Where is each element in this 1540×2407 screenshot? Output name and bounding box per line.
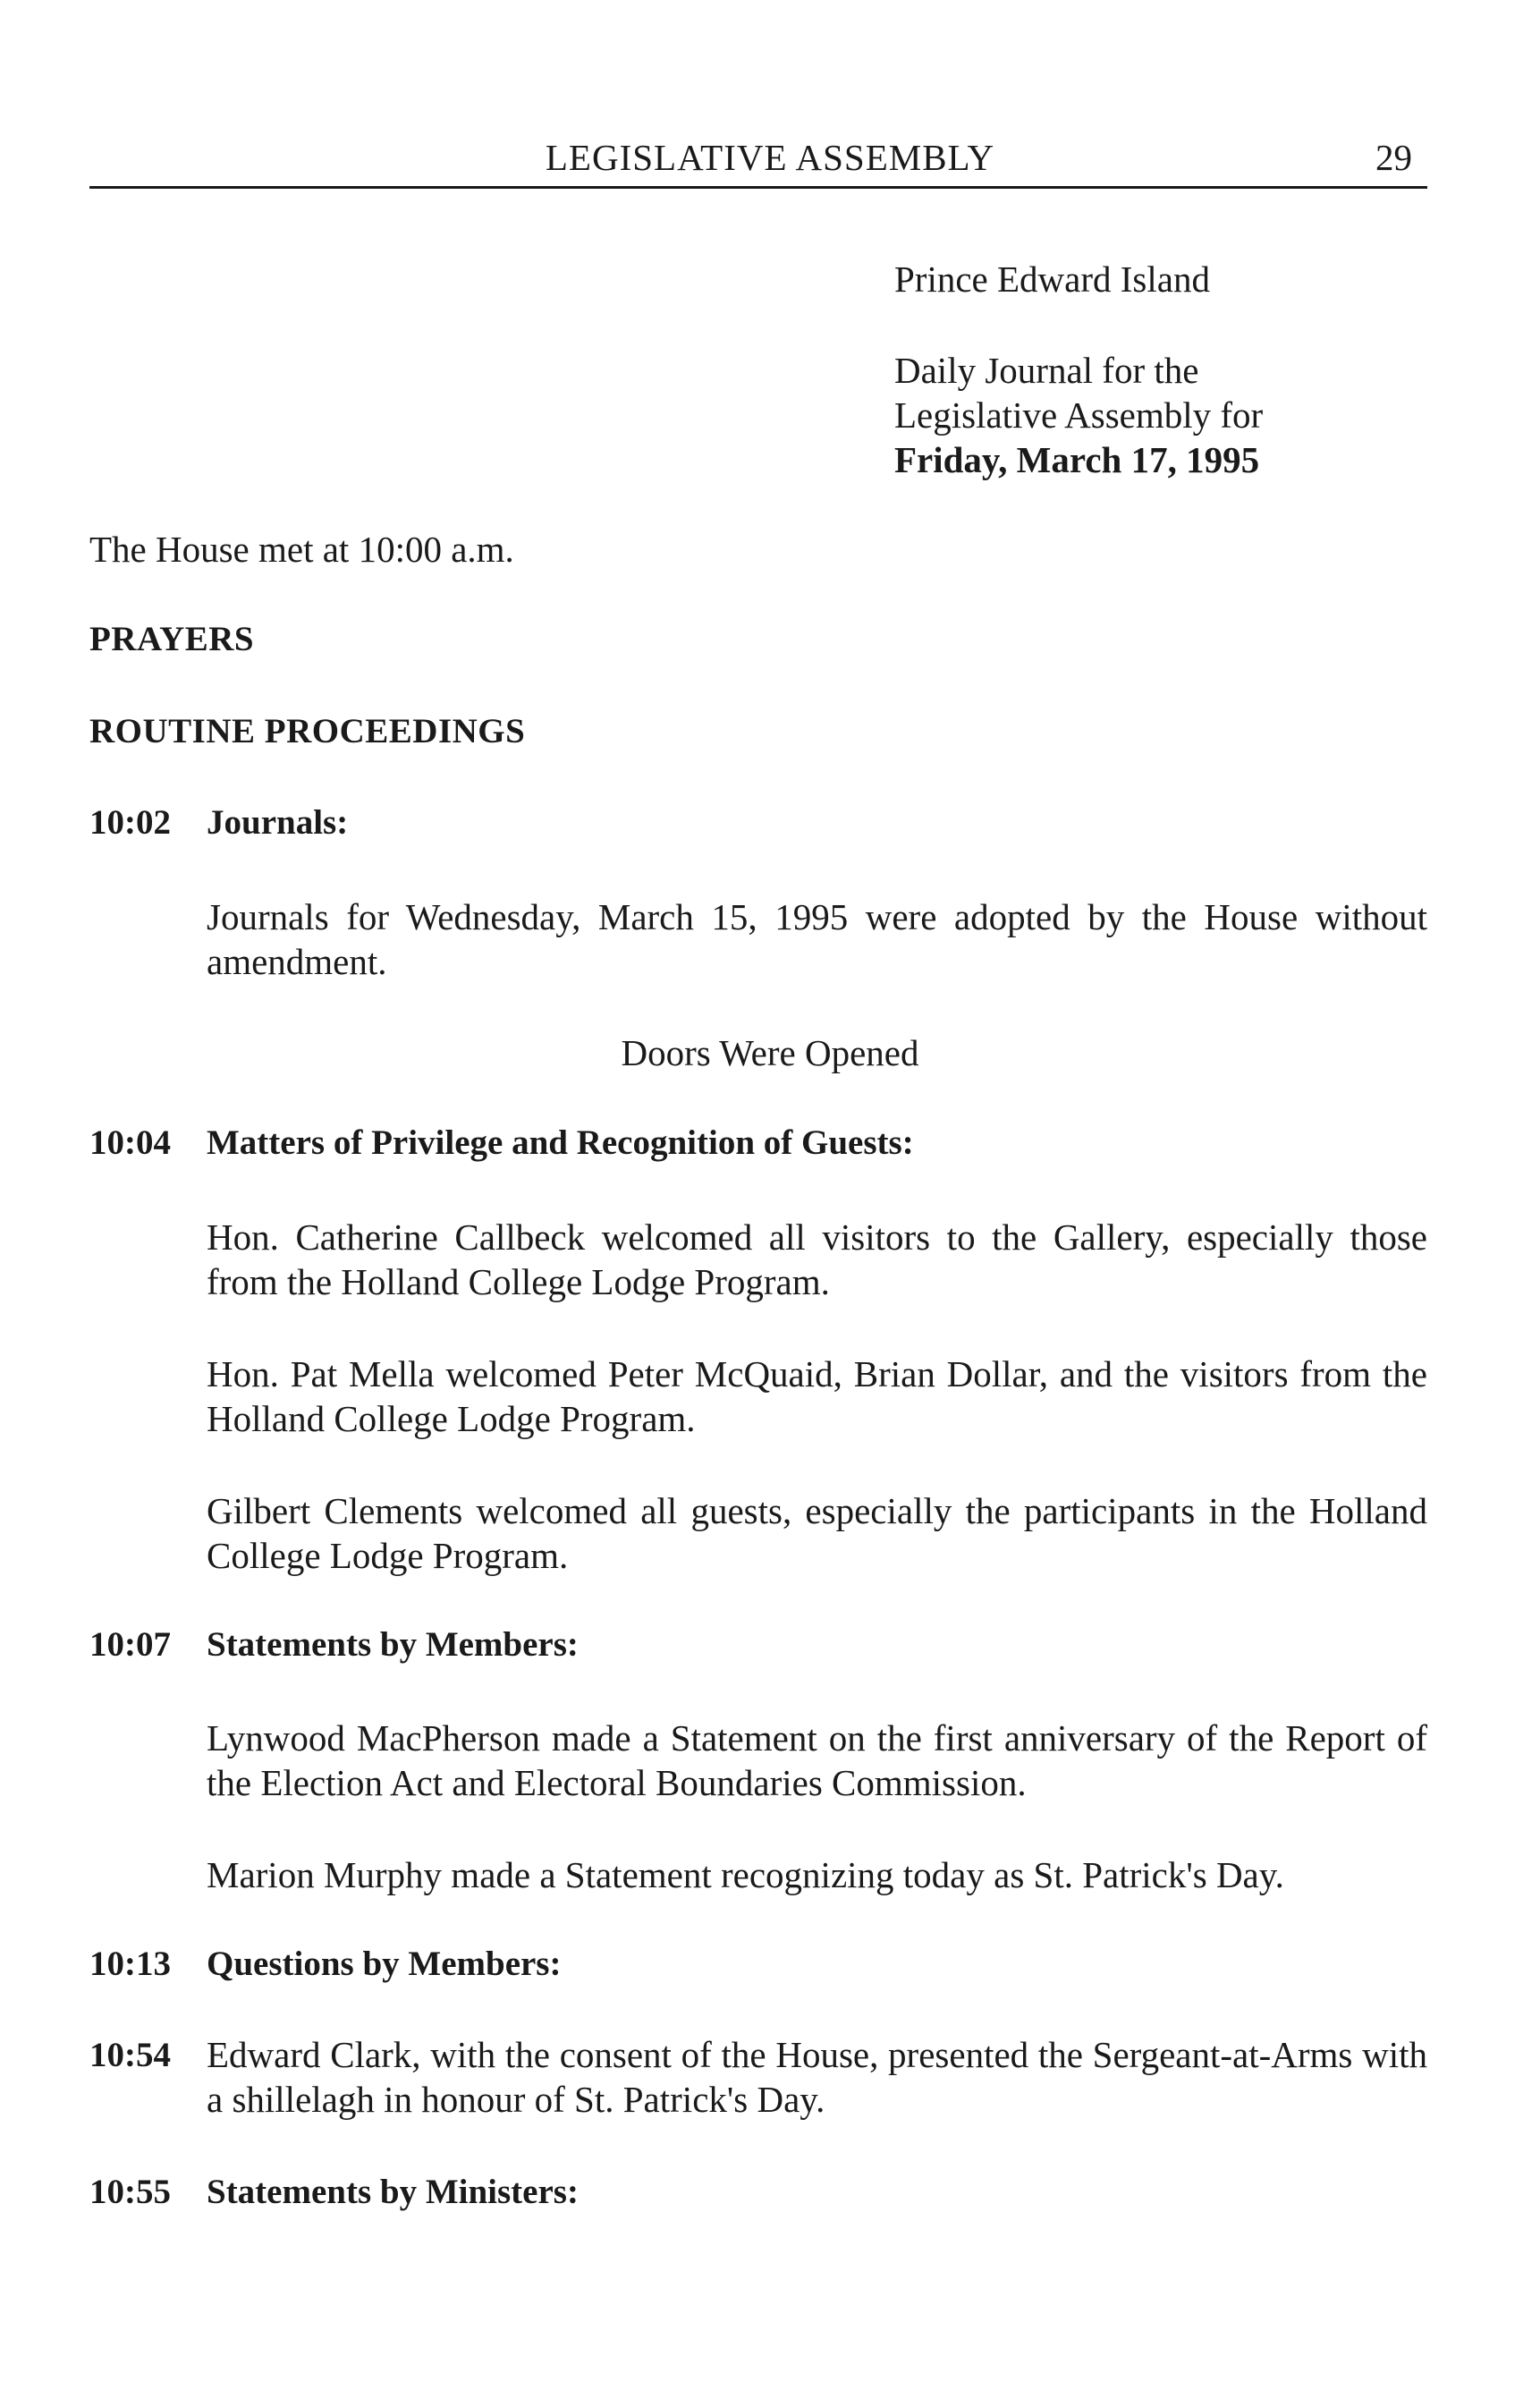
house-met-line: The House met at 10:00 a.m.: [89, 529, 514, 570]
item-heading-journals: Journals:: [207, 803, 349, 842]
item-heading-statements-by-ministers: Statements by Ministers:: [207, 2173, 579, 2211]
paragraph: Hon. Catherine Callbeck welcomed all visitors to the Gallery, especially those from the Holland College Lodge Program.: [207, 1216, 1427, 1302]
journal-date: Friday, March 17, 1995: [894, 439, 1260, 480]
paragraph: Edward Clark, with the consent of the House, presented the Sergeant-at-Arms with a shillelagh in honour of St. Patrick's Day.: [207, 2034, 1427, 2120]
running-header-title: LEGISLATIVE ASSEMBLY: [545, 137, 995, 178]
paragraph: Marion Murphy made a Statement recognizing today as St. Patrick's Day.: [207, 1854, 1284, 1895]
item-heading-statements-by-members: Statements by Members:: [207, 1625, 579, 1664]
header-rule: [89, 186, 1427, 189]
page-number: 29: [1375, 137, 1412, 178]
doors-opened-line: Doors Were Opened: [621, 1032, 919, 1073]
journal-title-line2: Legislative Assembly for: [894, 394, 1264, 436]
routine-proceedings-heading: ROUTINE PROCEEDINGS: [89, 712, 526, 750]
prayers-heading: PRAYERS: [89, 620, 255, 658]
time-stamp: 10:55: [89, 2173, 171, 2211]
province-name: Prince Edward Island: [894, 258, 1210, 300]
paragraph: Journals for Wednesday, March 15, 1995 were adopted by the House without amendment.: [207, 896, 1427, 982]
time-stamp: 10:04: [89, 1123, 171, 1162]
paragraph: Gilbert Clements welcomed all guests, especially the participants in the Holland College Lodge Program.: [207, 1490, 1427, 1576]
paragraph: Hon. Pat Mella welcomed Peter McQuaid, Brian Dollar, and the visitors from the Holland College Lodge Program.: [207, 1353, 1427, 1439]
time-stamp: 10:54: [89, 2036, 171, 2074]
time-stamp: 10:07: [89, 1625, 171, 1664]
item-heading-questions-by-members: Questions by Members:: [207, 1945, 562, 1983]
item-heading-privilege-recognition: Matters of Privilege and Recognition of Guests:: [207, 1123, 914, 1162]
time-stamp: 10:02: [89, 803, 171, 842]
time-stamp: 10:13: [89, 1945, 171, 1983]
paragraph: Lynwood MacPherson made a Statement on the first anniversary of the Report of the Election Act and Electoral Boundaries Commission.: [207, 1717, 1427, 1803]
journal-title-line1: Daily Journal for the: [894, 350, 1199, 391]
